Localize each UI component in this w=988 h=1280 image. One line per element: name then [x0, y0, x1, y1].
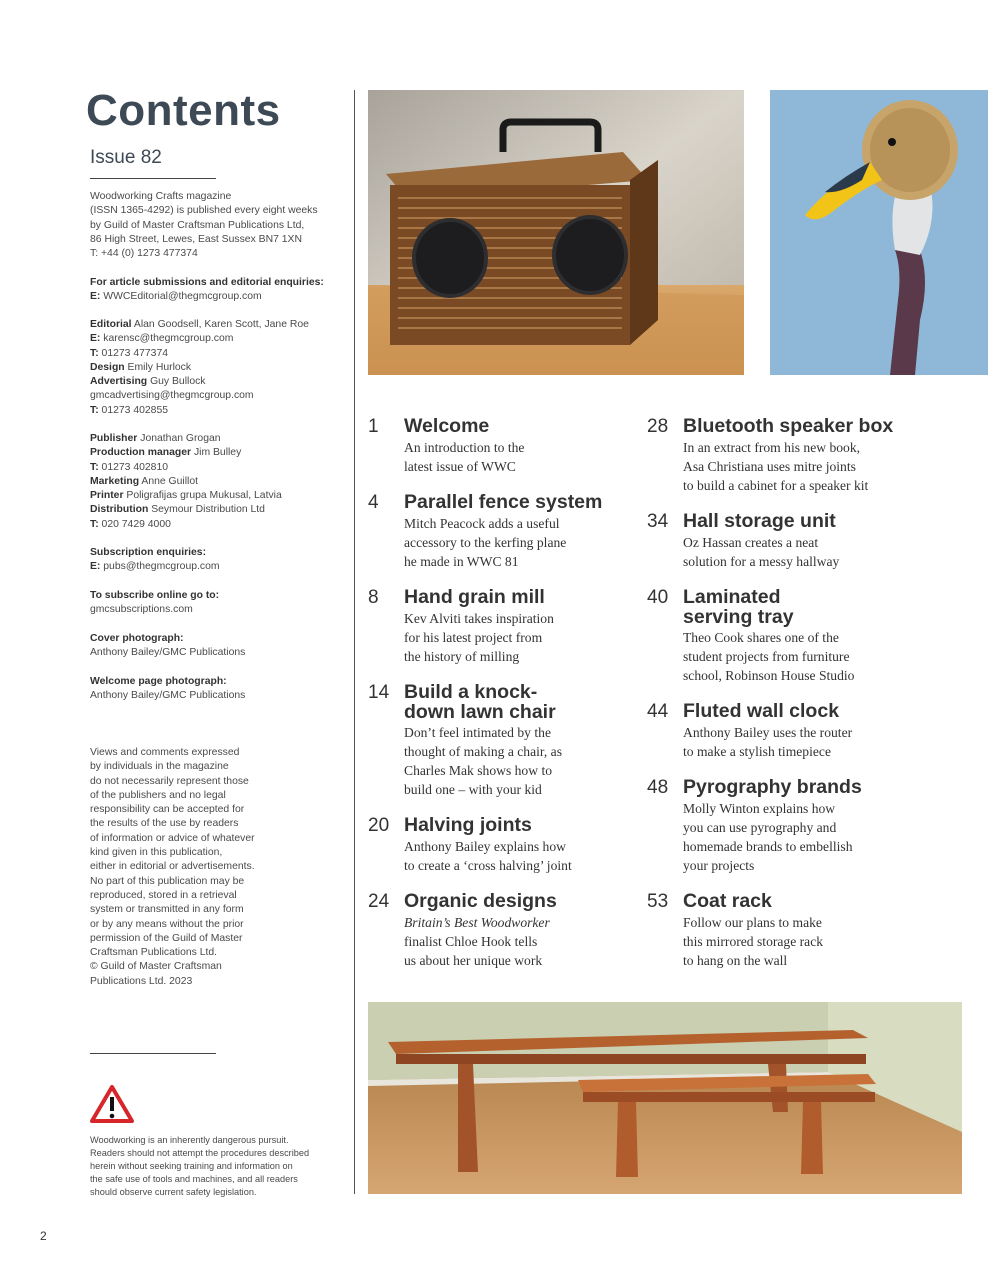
desc-line: you can use pyrography and	[683, 820, 837, 835]
production-role: Production manager	[90, 447, 192, 459]
entry-title: Hall storage unit	[683, 510, 836, 532]
entry-description	[404, 837, 624, 875]
entry-page: 53	[647, 891, 669, 912]
staff-value[interactable]: gmcadvertising@thegmcgroup.com	[90, 390, 254, 402]
production-role: T:	[90, 518, 99, 530]
desc-line: Kev Alviti takes inspiration	[404, 611, 554, 626]
entry-page: 20	[368, 815, 390, 836]
entry-description	[404, 438, 624, 476]
cover-credit	[90, 632, 340, 661]
desc-line: Follow our plans to make	[683, 915, 822, 930]
email-label: E:	[90, 291, 101, 303]
disclaimer-line: permission of the Guild of Master	[90, 932, 243, 944]
desc-line: Molly Winton explains how	[683, 801, 836, 816]
entry-title: Hand grain mill	[404, 586, 545, 608]
publisher-line: 86 High Street, Lewes, East Sussex BN7 1XN	[90, 233, 302, 245]
desc-line: the history of milling	[404, 649, 520, 664]
disclaimer-line: do not necessarily represent those	[90, 775, 249, 787]
subscription-email[interactable]: pubs@thegmcgroup.com	[103, 561, 220, 573]
online-heading: To subscribe online go to:	[90, 590, 220, 601]
entry-description	[683, 723, 903, 761]
desc-line: solution for a messy hallway	[683, 554, 840, 569]
staff-value[interactable]: karensc@thegmcgroup.com	[103, 333, 234, 345]
desc-line: your projects	[683, 858, 755, 873]
speaker-box-photo	[368, 90, 744, 375]
desc-line: build one – with your kid	[404, 782, 542, 797]
desc-line: Mitch Peacock adds a useful	[404, 516, 560, 531]
desc-line: us about her unique work	[404, 953, 543, 968]
production-role: Publisher	[90, 433, 138, 444]
disclaimer-line: system or transmitted in any form	[90, 904, 244, 916]
desc-line: this mirrored storage rack	[683, 934, 824, 949]
entry-page: 1	[368, 416, 379, 437]
desc-line: Anthony Bailey explains how	[404, 839, 566, 854]
disclaimer-line: of the publishers and no legal	[90, 789, 226, 801]
entry-title: Organic designs	[404, 890, 557, 912]
desc-line: student projects from furniture	[683, 649, 850, 664]
publisher-line: (ISSN 1365-4292) is published every eight weeks	[90, 205, 318, 217]
disclaimer-line: the results of the use by readers	[90, 818, 239, 830]
entry-title: Pyrography brands	[683, 776, 862, 798]
subscription-info	[90, 546, 340, 575]
subscription-url[interactable]: gmcsubscriptions.com	[90, 604, 193, 616]
entry-description	[404, 913, 624, 970]
entry-description	[404, 514, 624, 571]
desc-line: Oz Hassan creates a neat	[683, 535, 819, 550]
entry-page: 34	[647, 511, 669, 532]
desc-line: finalist Chloe Hook tells	[404, 934, 538, 949]
production-value: Jim Bulley	[193, 447, 242, 459]
subscription-heading: Subscription enquiries:	[90, 547, 207, 558]
desc-line: Don’t feel intimated by the	[404, 725, 551, 740]
entry-title: Fluted wall clock	[683, 700, 840, 722]
staff-role: Design	[90, 361, 125, 373]
entry-description	[683, 438, 903, 495]
desc-line: Charles Mak shows how to	[404, 763, 553, 778]
entry-page: 8	[368, 587, 379, 608]
entry-page: 28	[647, 416, 669, 437]
warning-line: the safe use of tools and machines, and all readers	[90, 1173, 298, 1184]
warning-line: herein without seeking training and information on	[90, 1160, 293, 1171]
entry-description	[683, 799, 903, 875]
desc-line: school, Robinson House Studio	[683, 668, 855, 683]
production-role: Distribution	[90, 504, 149, 516]
disclaimer-line: kind given in this publication,	[90, 847, 223, 859]
staff-role: T:	[90, 404, 99, 416]
publisher-line: T: +44 (0) 1273 477374	[90, 248, 198, 260]
staff-role: Advertising	[90, 376, 148, 388]
submissions-info	[90, 276, 340, 305]
desc-line: to hang on the wall	[683, 953, 788, 968]
staff-value: Guy Bullock	[150, 376, 206, 388]
entry-description	[683, 628, 903, 685]
page-number: 2	[40, 1229, 47, 1243]
entry-page: 48	[647, 777, 669, 798]
entry-title: Build a knock-down lawn chair	[404, 681, 556, 723]
disclaimer-line: by individuals in the magazine	[90, 761, 229, 773]
cover-heading: Cover photograph:	[90, 633, 184, 644]
disclaimer-line: responsibility can be accepted for	[90, 804, 245, 816]
disclaimer-line: No part of this publication may be	[90, 875, 245, 887]
disclaimer-line: Views and comments expressed	[90, 747, 240, 758]
staff-role: Editorial	[90, 319, 132, 330]
duck-carving-photo	[770, 90, 988, 375]
staff-info	[90, 318, 340, 418]
entry-page: 14	[368, 682, 390, 703]
cover-credit-text: Anthony Bailey/GMC Publications	[90, 647, 246, 659]
entry-title: Halving joints	[404, 814, 532, 836]
entry-page: 40	[647, 587, 669, 608]
entry-description	[404, 609, 624, 666]
desc-line: latest issue of WWC	[404, 459, 516, 474]
production-value: Seymour Distribution Ltd	[151, 504, 265, 516]
desc-line: for his latest project from	[404, 630, 543, 645]
disclaimer-line: Craftsman Publications Ltd.	[90, 947, 218, 959]
welcome-photo-credit	[90, 675, 340, 704]
production-value: 01273 402810	[101, 461, 169, 473]
desc-line: to build a cabinet for a speaker kit	[683, 478, 869, 493]
production-value: Jonathan Grogan	[140, 433, 221, 444]
entry-page: 4	[368, 492, 379, 513]
column-divider	[354, 90, 355, 1194]
warning-divider	[90, 1053, 216, 1054]
disclaimer-line: reproduced, stored in a retrieval	[90, 889, 237, 901]
desc-line: Britain’s Best Woodworker	[404, 915, 550, 930]
page-title: Contents	[86, 86, 281, 135]
disclaimer	[90, 746, 340, 989]
welcome-photo-heading: Welcome page photograph:	[90, 676, 227, 687]
production-value: Anne Guillot	[141, 475, 199, 487]
staff-role: E:	[90, 333, 101, 345]
warning-line: Woodworking is an inherently dangerous pursuit.	[90, 1135, 289, 1145]
production-role: T:	[90, 461, 99, 473]
staff-value: 01273 477374	[101, 347, 169, 359]
warning-triangle-icon	[89, 1084, 135, 1124]
safety-warning	[90, 1134, 325, 1199]
entry-page: 44	[647, 701, 669, 722]
entry-description	[683, 913, 903, 970]
desc-line: to make a stylish timepiece	[683, 744, 831, 759]
production-info	[90, 432, 340, 532]
desc-line: to create a ‘cross halving’ joint	[404, 858, 572, 873]
production-role: Printer	[90, 490, 124, 502]
entry-description	[404, 723, 624, 799]
disclaimer-line: either in editorial or advertisements.	[90, 861, 255, 873]
disclaimer-line: Publications Ltd. 2023	[90, 975, 193, 987]
production-role: Marketing	[90, 475, 140, 487]
submissions-email[interactable]: WWCEditorial@thegmcgroup.com	[103, 291, 262, 303]
warning-line: should observe current safety legislation.	[90, 1186, 257, 1197]
entry-title: Parallel fence system	[404, 491, 603, 513]
entry-page: 24	[368, 891, 390, 912]
desc-line: Anthony Bailey uses the router	[683, 725, 853, 740]
entry-description	[683, 533, 903, 571]
disclaimer-line: or by any means without the prior	[90, 918, 244, 930]
online-info	[90, 589, 340, 618]
desc-line: thought of making a chair, as	[404, 744, 563, 759]
desc-line: accessory to the kerfing plane	[404, 535, 567, 550]
production-value: Poligrafijas grupa Mukusal, Latvia	[126, 490, 282, 502]
disclaimer-line: of information or advice of whatever	[90, 832, 255, 844]
desc-line: An introduction to the	[404, 440, 525, 455]
desc-line: Theo Cook shares one of the	[683, 630, 839, 645]
staff-role: T:	[90, 347, 99, 359]
desc-line: homemade brands to embellish	[683, 839, 853, 854]
staff-value: 01273 402855	[101, 404, 169, 416]
submissions-heading: For article submissions and editorial enquiries:	[90, 277, 324, 288]
publisher-line: by Guild of Master Craftsman Publications Ltd,	[90, 219, 305, 231]
publisher-info	[90, 190, 340, 261]
desc-line: Asa Christiana uses mitre joints	[683, 459, 856, 474]
entry-title: Laminated serving tray	[683, 586, 794, 628]
entry-title: Bluetooth speaker box	[683, 415, 894, 437]
warning-line: Readers should not attempt the procedures described	[90, 1147, 310, 1158]
production-value: 020 7429 4000	[101, 518, 171, 530]
staff-value: Alan Goodsell, Karen Scott, Jane Roe	[133, 319, 309, 330]
staff-value: Emily Hurlock	[127, 361, 192, 373]
desc-line: In an extract from his new book,	[683, 440, 861, 455]
disclaimer-line: © Guild of Master Craftsman	[90, 961, 222, 973]
email-label: E:	[90, 561, 101, 573]
publisher-line: Woodworking Crafts magazine	[90, 191, 232, 202]
desc-line: he made in WWC 81	[404, 554, 519, 569]
entry-title: Welcome	[404, 415, 490, 437]
entry-title: Coat rack	[683, 890, 772, 912]
benches-photo	[368, 1002, 962, 1194]
welcome-photo-credit-text: Anthony Bailey/GMC Publications	[90, 690, 246, 702]
issue-number: Issue 82	[90, 147, 162, 168]
title-divider	[90, 178, 216, 179]
